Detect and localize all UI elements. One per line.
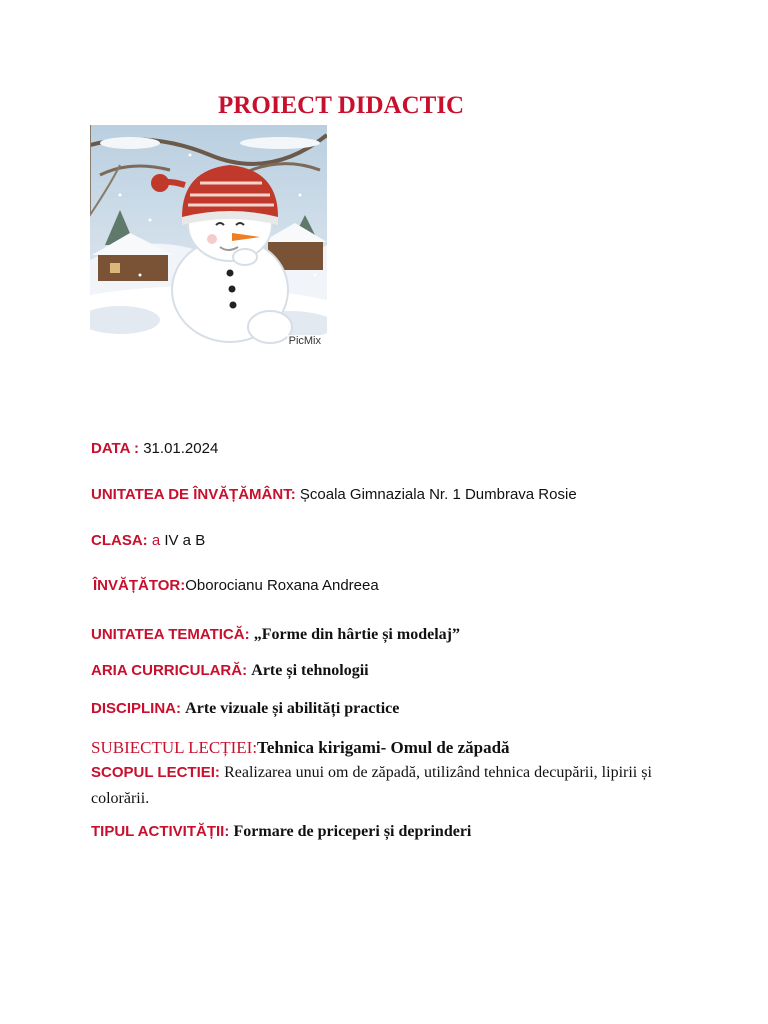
field-clasa-prefix: a bbox=[151, 532, 165, 549]
field-invatator bbox=[93, 576, 379, 596]
snowman-illustration bbox=[90, 125, 327, 349]
field-tematica-label: UNITATEA TEMATICĂ: bbox=[91, 626, 254, 643]
page-title: PROIECT DIDACTIC bbox=[218, 92, 465, 119]
field-tipul bbox=[91, 822, 471, 842]
field-tipul-label: TIPUL ACTIVITĂȚII: bbox=[91, 823, 234, 840]
field-clasa-label: CLASA: bbox=[91, 532, 152, 549]
field-aria-value: Arte și tehnologii bbox=[251, 662, 369, 679]
field-subiectul-value: Tehnica kirigami- Omul de zăpadă bbox=[257, 738, 510, 757]
field-unitatea-label: UNITATEA DE ÎNVĂȚĂMÂNT: bbox=[91, 486, 300, 503]
field-tipul-value: Formare de priceperi și deprinderi bbox=[233, 823, 472, 840]
field-data bbox=[91, 439, 218, 459]
field-disciplina-value: Arte vizuale și abilități practice bbox=[185, 700, 400, 717]
field-unitatea bbox=[91, 485, 577, 505]
field-disciplina-label: DISCIPLINA: bbox=[91, 700, 186, 717]
field-data-label: DATA : bbox=[91, 440, 144, 457]
field-subiectul bbox=[91, 738, 510, 758]
field-disciplina bbox=[91, 699, 399, 719]
field-invatator-label: ÎNVĂȚĂTOR: bbox=[93, 577, 186, 594]
field-data-value: 31.01.2024 bbox=[143, 440, 219, 457]
field-aria-label: ARIA CURRICULARĂ: bbox=[91, 662, 252, 679]
field-clasa-value: IV a B bbox=[164, 532, 206, 549]
field-tematica-value: „Forme din hârtie și modelaj” bbox=[253, 626, 460, 643]
snowman-image bbox=[90, 125, 327, 349]
field-unitatea-value: Școala Gimnaziala Nr. 1 Dumbrava Rosie bbox=[299, 486, 577, 503]
field-scopul-label: SCOPUL LECTIEI: bbox=[91, 764, 225, 781]
picmix-watermark: PicMix bbox=[288, 335, 321, 347]
field-clasa bbox=[91, 531, 205, 551]
field-tematica bbox=[91, 625, 460, 645]
field-aria bbox=[91, 661, 369, 681]
field-invatator-value: Oborocianu Roxana Andreea bbox=[185, 577, 379, 594]
field-scopul bbox=[91, 760, 681, 812]
field-scopul-value: Realizarea unui om de zăpadă, utilizând tehnica decupării, lipirii și colorării. bbox=[91, 764, 652, 807]
field-subiectul-label: SUBIECTUL LECȚIEI: bbox=[91, 738, 258, 757]
